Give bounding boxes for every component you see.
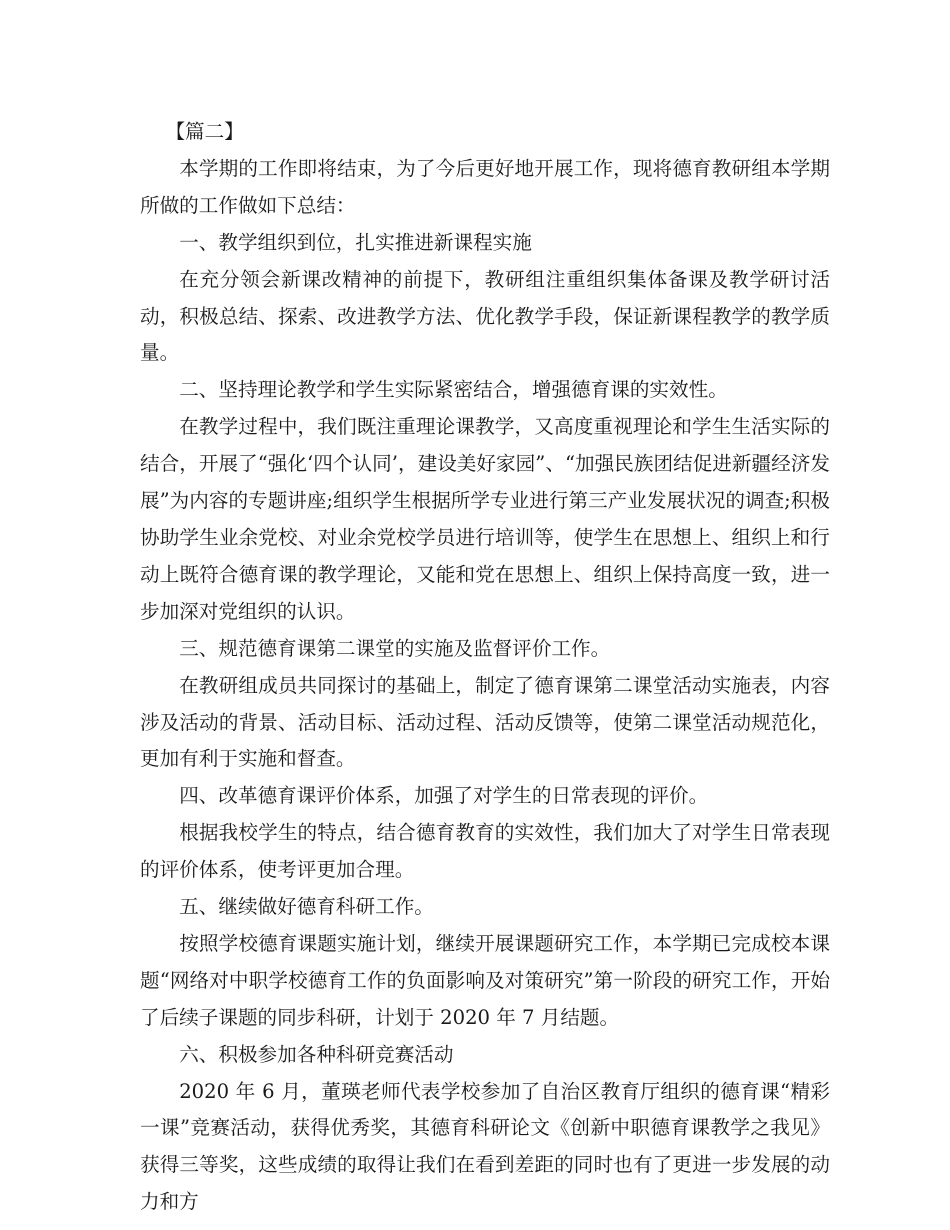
- paragraph-section-2: 在教学过程中，我们既注重理论课教学，又高度重视理论和学生生活实际的结合，开展了“强化‘四个认同’，建设美好家园”、“加强民族团结促进新疆经济发展”为内容的专题讲座;组织学生根据所学专业进行第三产业发展状况的调查;积极协助学生业余党校、对业余党校学员进行培训等，使学生在思想上、组织上和行动上既符合德育课的教学理论，又能和党在思想上、组织上保持高度一致，进一步加深对党组织的认识。: [140, 415, 830, 623]
- heading-section-3: 三、规范德育课第二课堂的实施及监督评价工作。: [179, 636, 611, 660]
- paragraph-section-1: 在充分领会新课改精神的前提下，教研组注重组织集体备课及教学研讨活动，积极总结、探索、改进教学方法、优化教学手段，保证新课程教学的教学质量。: [140, 267, 830, 365]
- paragraph-section-4: 根据我校学生的特点，结合德育教育的实效性，我们加大了对学生日常表现的评价体系，使考评更加合理。: [140, 821, 830, 882]
- paragraph-section-5: 按照学校德育课题实施计划，继续开展课题研究工作，本学期已完成校本课题“网络对中职学校德育工作的负面影响及对策研究”第一阶段的研究工作，开始了后续子课题的同步科研，计划于 2020 年 7 月结题。: [140, 931, 830, 1029]
- heading-section-1: 一、教学组织到位，扎实推进新课程实施: [179, 230, 532, 254]
- heading-section-6: 六、积极参加各种科研竞赛活动: [179, 1042, 454, 1066]
- paragraph-section-6: 2020 年 6 月，董瑛老师代表学校参加了自治区教育厅组织的德育课“精彩一课”竞赛活动，获得优秀奖，其德育科研论文《创新中职德育课教学之我见》获得三等奖，这些成绩的取得让我们在看到差距的同时也有了更进一步发展的动力和方: [140, 1079, 830, 1214]
- paragraph-intro: 本学期的工作即将结束，为了今后更好地开展工作，现将德育教研组本学期所做的工作做如下总结：: [140, 156, 830, 217]
- heading-section-4: 四、改革德育课评价体系，加强了对学生的日常表现的评价。: [179, 784, 709, 808]
- section-tag: 【篇二】: [165, 120, 244, 143]
- heading-section-5: 五、继续做好德育科研工作。: [179, 895, 434, 919]
- document-body: [140, 114, 830, 1221]
- heading-section-2: 二、坚持理论教学和学生实际紧密结合，增强德育课的实效性。: [179, 378, 728, 402]
- paragraph-section-3: 在教研组成员共同探讨的基础上，制定了德育课第二课堂活动实施表，内容涉及活动的背景、活动目标、活动过程、活动反馈等，使第二课堂活动规范化，更加有利于实施和督查。: [140, 673, 830, 771]
